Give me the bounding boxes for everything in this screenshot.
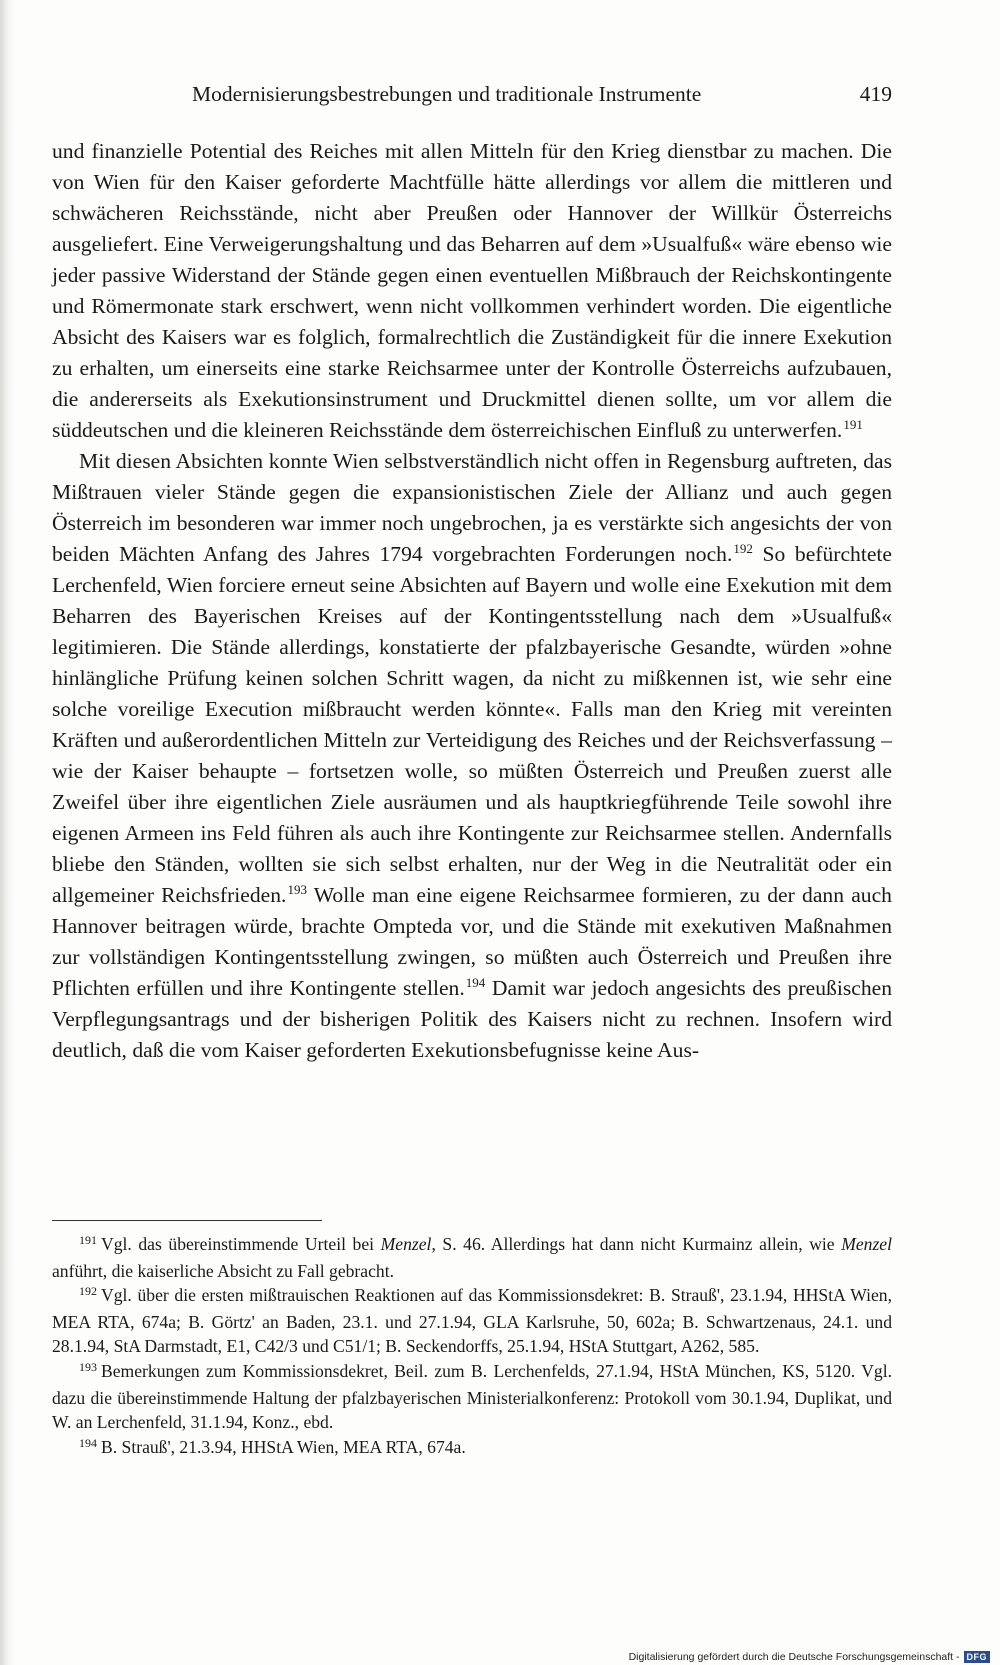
footnote-separator — [52, 1220, 322, 1221]
footnote — [52, 1232, 892, 1283]
text-run: und finanzielle Potential des Reiches mit allen Mitteln für den Krieg dienstbar zu machen. Die von Wien für den Kaiser geforderte Machtfülle hätte allerdings vor allem die mittleren und schwächeren Reichsstände, nicht aber Preußen oder Hannover der Willkür Österreichs ausgeliefert. Eine Verweigerungshaltung und das Beharren auf dem »Usualfuß« wäre ebenso wie jeder passive Widerstand der Stände gegen einen eventuellen Mißbrauch der Reichskontingente und Römermonate stark erschwert, wenn nicht vollkommen verhindert worden. Die eigentliche Absicht des Kaisers war es folglich, formalrechtlich die Zuständigkeit für die innere Exekution zu erhalten, um einerseits eine starke Reichsarmee unter der Kontrolle Österreichs aufzubauen, die andererseits als Exekutionsinstrument und Druckmittel dienen sollte, um vor allem die süddeutschen und die kleineren Reichsstände dem österreichischen Einfluß zu unterwerfen. — [52, 139, 892, 442]
paragraph — [52, 136, 892, 446]
footnote-number: 193 — [79, 1359, 97, 1374]
text-run: Vgl. das übereinstimmende Urteil bei — [101, 1234, 381, 1254]
text-run: Bemerkungen zum Kommissionsdekret, Beil. zum B. Lerchenfelds, 27.1.94, HStA München, KS, 5120. Vgl. dazu die übereinstimmende Haltung der pfalzbayerischen Ministerialkonferenz: Protokoll vom 30.1.94, Duplikat, und W. an Lerchenfeld, 31.1.94, Konz., ebd. — [52, 1360, 892, 1433]
italic-author-name: Menzel — [380, 1234, 432, 1254]
footnote-number: 192 — [79, 1284, 97, 1299]
footnote-reference: 193 — [287, 882, 307, 897]
footnote-number: 191 — [79, 1233, 97, 1247]
text-run: Mit diesen Absichten konnte Wien selbstverständlich nicht offen in Regensburg auftreten, das Mißtrauen vieler Stände gegen die expansionistischen Ziele der Allianz und auch gegen Österreich im besonderen war immer noch ungebrochen, ja es verstärkte sich angesichts der von beiden Mächten Anfang des Jahres 1794 vorgebrachten Forderungen noch. — [52, 449, 892, 566]
digitization-credit — [629, 1650, 990, 1664]
footnote — [52, 1283, 892, 1359]
footnotes — [52, 1232, 892, 1461]
text-run: anführt, die kaiserliche Absicht zu Fall gebracht. — [52, 1260, 394, 1281]
footnote-reference: 194 — [465, 975, 486, 990]
credit-text: Digitalisierung gefördert durch die Deutsche Forschungsgemeinschaft - — [628, 1651, 960, 1663]
text-run: Vgl. über die ersten mißtrauischen Reaktionen auf das Kommissionsdekret: B. Strauß', 23.1.94, HHStA Wien, MEA RTA, 674a; B. Görtz' an Baden, 23.1. und 27.1.94, GLA Karlsruhe, 50, 602a; B. Schwartzenaus, 24.1. und 28.1.94, StA Darmstadt, E1, C42/3 und C51/1; B. Seckendorffs, 25.1.94, HStA Stuttgart, A262, 585. — [52, 1285, 892, 1357]
running-title: Modernisierungsbestrebungen und traditionale Instrumente — [192, 82, 702, 106]
dfg-logo: DFG — [964, 1651, 991, 1663]
footnote-reference: 192 — [733, 541, 753, 556]
paragraph — [52, 446, 892, 1066]
footnote-reference: 191 — [843, 417, 863, 432]
text-run: Wolle man eine eigene Reichsarmee formieren, zu der dann auch Hannover beitragen würde, brachte Ompteda vor, und die Stände mit exekutiven Maßnahmen zur vollständigen Kontingentsstellung zwingen, so müßten auch Österreich und Preußen ihre Pflichten erfüllen und ihre Kontingente stellen. — [52, 883, 892, 1000]
text-run: B. Strauß', 21.3.94, HHStA Wien, MEA RTA, 674a. — [101, 1436, 466, 1457]
footnote — [52, 1435, 892, 1462]
page-number: 419 — [859, 82, 892, 106]
text-run: , S. 46. Allerdings hat dann nicht Kurmainz allein, wie — [431, 1234, 842, 1254]
running-header — [52, 74, 892, 114]
italic-author-name: Menzel — [841, 1234, 892, 1254]
page-gutter-shadow — [0, 0, 14, 1665]
text-run: So befürchtete Lerchenfeld, Wien forciere erneut seine Absichten auf Bayern und wolle eine Exekution mit dem Beharren des Bayerischen Kreises auf der Kontingentsstellung nach dem »Usualfuß« legitimieren. Die Stände allerdings, konstatierte der pfalzbayerische Gesandte, würden »ohne hinlängliche Prüfung keinen solchen Schritt wagen, da nicht zu mißkennen ist, wie sehr eine solche voreilige Execution mißbraucht werden könnte«. Falls man den Krieg mit vereinten Kräften und außerordentlichen Mitteln zur Verteidigung des Reiches und der Reichsverfassung – wie der Kaiser behaupte – fortsetzen wolle, so müßten Österreich und Preußen zuerst alle Zweifel über ihre eigentlichen Ziele ausräumen und als hauptkriegführende Teile sowohl ihre eigenen Armeen ins Feld führen als auch ihre Kontingente zur Reichsarmee stellen. Andernfalls bliebe den Ständen, wollten sie sich selbst erhalten, nur der Weg in die Neutralität oder ein allgemeiner Reichsfrieden. — [52, 542, 893, 907]
footnote-number: 194 — [79, 1435, 97, 1450]
footnote — [52, 1359, 892, 1435]
text-run: Damit war jedoch angesichts des preußischen Verpflegungsantrags und der bisherigen Politik des Kaisers nicht zu rechnen. Insofern wird deutlich, daß die vom Kaiser geforderten Exekutionsbefugnisse keine Aus- — [52, 976, 893, 1062]
main-text — [52, 136, 892, 1066]
